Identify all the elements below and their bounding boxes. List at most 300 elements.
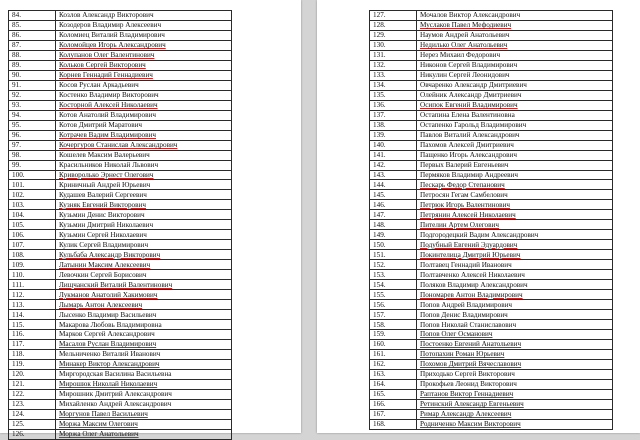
person-name: [56, 330, 232, 340]
table-row: [9, 250, 232, 260]
row-number: 153.: [370, 270, 417, 280]
table-row: [370, 280, 613, 290]
row-number: 106.: [9, 230, 56, 240]
person-name-text: Моржа Максим Олегович: [59, 420, 138, 429]
person-name-text: Петрянин Алексей Николаевич: [420, 210, 516, 219]
person-name: [417, 60, 613, 70]
table-row: [370, 260, 613, 270]
row-number: 159.: [370, 330, 417, 340]
row-number: 123.: [9, 399, 56, 409]
person-name: [417, 290, 613, 300]
person-name-text: Кочергуров Станислав Александрович: [59, 141, 178, 150]
person-name-text: Петрюк Игорь Валентинович: [420, 200, 511, 209]
table-row: [9, 100, 232, 110]
person-name-text: Пономарев Антон Владимирович: [420, 290, 523, 299]
person-name: [417, 170, 613, 180]
names-table-right-body: [370, 11, 613, 430]
person-name: [56, 270, 232, 280]
table-row: [370, 30, 613, 40]
table-row: [370, 170, 613, 180]
person-name: [56, 320, 232, 330]
row-number: 168.: [370, 419, 417, 429]
person-name-text: Муслаков Павел Мефодиевич: [420, 21, 512, 30]
person-name: [56, 80, 232, 90]
person-name: [417, 409, 613, 419]
row-number: 86.: [9, 30, 56, 40]
person-name: [56, 190, 232, 200]
table-row: [9, 60, 232, 70]
row-number: 99.: [9, 160, 56, 170]
row-number: 115.: [9, 320, 56, 330]
table-row: [370, 320, 613, 330]
row-number: 90.: [9, 70, 56, 80]
table-row: [370, 250, 613, 260]
person-name: [56, 409, 232, 419]
person-name: [417, 399, 613, 409]
person-name: [56, 40, 232, 50]
person-name: [417, 220, 613, 230]
row-number: 101.: [9, 180, 56, 190]
person-name-text: Павлов Виталий Александрович: [420, 131, 520, 140]
person-name-text: Похомов Дмитрий Вячеславович: [420, 360, 522, 369]
person-name: [417, 130, 613, 140]
person-name-text: Мирошник Дмитрий Александрович: [59, 390, 172, 399]
person-name-text: Макарова Любовь Владимировна: [59, 320, 162, 329]
row-number: 128.: [370, 20, 417, 30]
row-number: 165.: [370, 389, 417, 399]
row-number: 111.: [9, 280, 56, 290]
person-name-text: Поляков Владимир Александрович: [420, 280, 528, 289]
row-number: 124.: [9, 409, 56, 419]
person-name-text: Овчаренко Александр Дмитриевич: [420, 81, 527, 90]
person-name: [56, 180, 232, 190]
person-name-text: Левочкин Сергей Борисович: [59, 270, 147, 279]
table-row: [9, 130, 232, 140]
person-name-text: Попов Олег Османович: [420, 330, 493, 339]
person-name: [417, 180, 613, 190]
table-row: [9, 369, 232, 379]
row-number: 122.: [9, 389, 56, 399]
table-row: [9, 90, 232, 100]
person-name: [417, 389, 613, 399]
person-name: [56, 20, 232, 30]
row-number: 154.: [370, 280, 417, 290]
person-name-text: Косов Руслан Аркадьевич: [59, 81, 139, 90]
person-name: [56, 389, 232, 399]
row-number: 161.: [370, 349, 417, 359]
table-row: [370, 90, 613, 100]
person-name: [417, 30, 613, 40]
table-row: [370, 389, 613, 399]
person-name: [56, 11, 232, 21]
person-name-text: Лымарь Антон Алексеевич: [59, 300, 143, 309]
person-name-text: Полтавченко Алексей Николаевич: [420, 270, 525, 279]
row-number: 108.: [9, 250, 56, 260]
table-row: [9, 70, 232, 80]
table-row: [9, 320, 232, 330]
row-number: 162.: [370, 359, 417, 369]
table-row: [370, 40, 613, 50]
row-number: 136.: [370, 100, 417, 110]
person-name-text: Родниченко Максим Викторович: [420, 420, 521, 429]
person-name-text: Красильников Николай Львович: [59, 161, 159, 170]
person-name-text: Котов Анатолий Владимирович: [59, 111, 156, 120]
table-row: [370, 70, 613, 80]
row-number: 143.: [370, 170, 417, 180]
person-name: [56, 429, 232, 439]
person-name-text: Лукманов Анатолий Хакимович: [59, 290, 158, 299]
person-name: [417, 50, 613, 60]
person-name: [56, 220, 232, 230]
table-row: [9, 180, 232, 190]
person-name-text: Попов Денис Владимирович: [420, 310, 508, 319]
person-name: [417, 330, 613, 340]
person-name: [417, 339, 613, 349]
person-name: [56, 160, 232, 170]
table-row: [9, 429, 232, 439]
person-name-text: Криничный Андрей Юрьевич: [59, 180, 151, 189]
row-number: 142.: [370, 160, 417, 170]
person-name: [417, 419, 613, 429]
table-row: [9, 419, 232, 429]
person-name-text: Пахомов Алексей Дмитриевич: [420, 141, 514, 150]
person-name-text: Попов Андрей Владимирович: [420, 300, 513, 309]
table-row: [370, 150, 613, 160]
row-number: 167.: [370, 409, 417, 419]
person-name-text: Лищчанский Виталий Валентинович: [59, 280, 173, 289]
person-name: [56, 419, 232, 429]
row-number: 155.: [370, 290, 417, 300]
person-name: [56, 310, 232, 320]
row-number: 92.: [9, 90, 56, 100]
row-number: 139.: [370, 130, 417, 140]
person-name-text: Пескарь Федор Степанович: [420, 180, 505, 189]
person-name-text: Кульбаба Александр Викторович: [59, 250, 161, 259]
person-name: [417, 349, 613, 359]
row-number: 94.: [9, 110, 56, 120]
names-table-left: [8, 10, 232, 440]
person-name: [56, 130, 232, 140]
table-row: [370, 359, 613, 369]
table-row: [9, 50, 232, 60]
table-row: [370, 349, 613, 359]
table-row: [9, 379, 232, 389]
row-number: 104.: [9, 210, 56, 220]
person-name: [417, 359, 613, 369]
person-name-text: Коломиец Виталий Владимирович: [59, 31, 165, 40]
row-number: 114.: [9, 310, 56, 320]
table-row: [9, 150, 232, 160]
person-name-text: Постоенко Евгений Анатольевич: [420, 340, 522, 349]
row-number: 96.: [9, 130, 56, 140]
row-number: 98.: [9, 150, 56, 160]
table-row: [9, 290, 232, 300]
row-number: 112.: [9, 290, 56, 300]
row-number: 135.: [370, 90, 417, 100]
row-number: 87.: [9, 40, 56, 50]
person-name-text: Колупанов Олег Валентинович: [59, 51, 155, 60]
row-number: 113.: [9, 300, 56, 310]
row-number: 116.: [9, 330, 56, 340]
person-name-text: Недилько Олег Анатольевич: [420, 41, 508, 50]
table-row: [370, 339, 613, 349]
person-name: [417, 240, 613, 250]
table-row: [9, 270, 232, 280]
table-row: [9, 389, 232, 399]
person-name-text: Подубный Евгений Эдуардович: [420, 240, 518, 249]
table-row: [370, 330, 613, 340]
person-name-text: Покинтелица Дмитрий Юрьевич: [420, 250, 521, 259]
person-name: [56, 30, 232, 40]
person-name: [56, 240, 232, 250]
person-name: [56, 230, 232, 240]
person-name: [417, 80, 613, 90]
row-number: 138.: [370, 120, 417, 130]
person-name: [417, 230, 613, 240]
person-name-text: Петросян Гегам Самбелович: [420, 190, 508, 199]
table-row: [9, 240, 232, 250]
person-name-text: Кузьмин Денис Викторович: [59, 210, 145, 219]
table-row: [370, 180, 613, 190]
person-name-text: Лысенко Владимир Васильевич: [59, 310, 157, 319]
person-name-text: Кольков Сергей Викторович: [59, 61, 146, 70]
person-name: [417, 200, 613, 210]
person-name: [56, 399, 232, 409]
table-row: [370, 369, 613, 379]
table-row: [9, 330, 232, 340]
row-number: 137.: [370, 110, 417, 120]
person-name-text: Моржа Олег Анатольевич: [59, 430, 139, 439]
table-row: [370, 409, 613, 419]
table-row: [370, 130, 613, 140]
person-name: [417, 120, 613, 130]
row-number: 148.: [370, 220, 417, 230]
person-name-text: Осипок Евгений Владимирович: [420, 101, 518, 110]
row-number: 156.: [370, 300, 417, 310]
row-number: 151.: [370, 250, 417, 260]
table-row: [370, 310, 613, 320]
table-row: [9, 11, 232, 21]
row-number: 132.: [370, 60, 417, 70]
person-name-text: Марков Сергей Александрович: [59, 330, 155, 339]
person-name: [56, 100, 232, 110]
person-name-text: Котрачев Вадим Владимирович: [59, 131, 156, 140]
person-name-text: Миргородская Василина Васильевна: [59, 370, 172, 379]
person-name-text: Пермяков Владимир Андреевич: [420, 170, 519, 179]
person-name-text: Потопахин Роман Юрьевич: [420, 350, 505, 359]
person-name: [417, 379, 613, 389]
person-name: [417, 40, 613, 50]
table-row: [9, 210, 232, 220]
table-row: [9, 300, 232, 310]
person-name-text: Корнев Геннадий Геннадиевич: [59, 71, 153, 80]
person-name-text: Котов Дмитрий Маратович: [59, 121, 143, 130]
person-name: [56, 120, 232, 130]
row-number: 141.: [370, 150, 417, 160]
table-row: [370, 11, 613, 21]
row-number: 121.: [9, 379, 56, 389]
row-number: 100.: [9, 170, 56, 180]
person-name: [56, 260, 232, 270]
table-row: [9, 120, 232, 130]
person-name-text: Козлов Александр Викторович: [59, 11, 154, 20]
table-row: [370, 20, 613, 30]
person-name: [56, 379, 232, 389]
person-name-text: Никонов Сергей Владимирович: [420, 61, 518, 70]
person-name-text: Моргунов Павел Васильевич: [59, 410, 148, 419]
person-name: [417, 100, 613, 110]
row-number: 117.: [9, 339, 56, 349]
person-name: [56, 90, 232, 100]
person-name-text: Латынин Максим Алексеевич: [59, 260, 151, 269]
person-name-text: Пащенко Игорь Александрович: [420, 151, 517, 160]
table-row: [370, 190, 613, 200]
row-number: 149.: [370, 230, 417, 240]
person-name-text: Остапенко Гарольд Владимирович: [420, 121, 527, 130]
row-number: 118.: [9, 349, 56, 359]
table-row: [9, 220, 232, 230]
row-number: 125.: [9, 419, 56, 429]
table-row: [370, 419, 613, 429]
person-name: [56, 339, 232, 349]
person-name: [56, 359, 232, 369]
table-row: [370, 200, 613, 210]
person-name-text: Мочалов Виктор Александрович: [420, 11, 521, 20]
person-name: [56, 369, 232, 379]
person-name-text: Косторной Алексей Николаевич: [59, 101, 158, 110]
person-name-text: Коломойцев Игорь Александрович: [59, 41, 166, 50]
table-row: [370, 379, 613, 389]
person-name: [56, 280, 232, 290]
row-number: 164.: [370, 379, 417, 389]
row-number: 103.: [9, 200, 56, 210]
table-row: [9, 310, 232, 320]
table-row: [370, 160, 613, 170]
table-row: [370, 300, 613, 310]
row-number: 130.: [370, 40, 417, 50]
person-name: [417, 160, 613, 170]
person-name: [417, 320, 613, 330]
row-number: 163.: [370, 369, 417, 379]
document-page-left: [0, 0, 301, 439]
person-name-text: Мирошюк Николай Николаевич: [59, 380, 158, 389]
person-name-text: Костенко Владимир Викторович: [59, 91, 159, 100]
person-name-text: Прокофьев Леонид Викторович: [420, 380, 517, 389]
table-row: [9, 230, 232, 240]
table-row: [9, 260, 232, 270]
person-name: [56, 349, 232, 359]
person-name: [56, 200, 232, 210]
table-row: [9, 170, 232, 180]
row-number: 134.: [370, 80, 417, 90]
person-name-text: Криворолько Эрнест Олегович: [59, 170, 154, 179]
table-row: [9, 339, 232, 349]
row-number: 129.: [370, 30, 417, 40]
person-name-text: Козодеров Владимир Алексеевич: [59, 21, 162, 30]
row-number: 85.: [9, 20, 56, 30]
table-row: [370, 210, 613, 220]
person-name: [417, 20, 613, 30]
person-name: [417, 270, 613, 280]
names-table-right: [369, 10, 613, 430]
row-number: 84.: [9, 11, 56, 21]
row-number: 88.: [9, 50, 56, 60]
person-name-text: Остапина Елена Валентиновна: [420, 111, 515, 120]
person-name-text: Попов Николай Станиславович: [420, 320, 517, 329]
person-name-text: Кудашев Валерий Сергеевич: [59, 190, 147, 199]
row-number: 91.: [9, 80, 56, 90]
row-number: 119.: [9, 359, 56, 369]
person-name-text: Кузьмин Дмитрий Николаевич: [59, 220, 154, 229]
row-number: 89.: [9, 60, 56, 70]
person-name: [417, 280, 613, 290]
person-name-text: Кузняк Евгений Викторович: [59, 200, 147, 209]
table-row: [9, 30, 232, 40]
table-row: [9, 140, 232, 150]
person-name: [417, 260, 613, 270]
person-name: [56, 210, 232, 220]
person-name-text: Олейник Александр Дмитриевич: [420, 91, 522, 100]
person-name: [417, 369, 613, 379]
row-number: 158.: [370, 320, 417, 330]
table-row: [9, 110, 232, 120]
table-row: [370, 270, 613, 280]
person-name: [56, 110, 232, 120]
person-name-text: Минакер Виктор Александрович: [59, 360, 160, 369]
person-name: [417, 11, 613, 21]
names-table-left-body: [9, 11, 232, 440]
table-row: [370, 399, 613, 409]
person-name: [417, 250, 613, 260]
person-name: [56, 60, 232, 70]
person-name-text: Нерез Михаил Федорович: [420, 51, 501, 60]
person-name: [417, 310, 613, 320]
row-number: 160.: [370, 339, 417, 349]
row-number: 166.: [370, 399, 417, 409]
person-name-text: Никулин Сергей Леонидович: [420, 71, 510, 80]
person-name-text: Кулик Сергей Владимирович: [59, 240, 149, 249]
person-name: [56, 250, 232, 260]
person-name-text: Кузьмин Сергей Николаевич: [59, 230, 147, 239]
document-page-right: [317, 0, 640, 433]
person-name: [417, 150, 613, 160]
table-row: [9, 200, 232, 210]
row-number: 131.: [370, 50, 417, 60]
table-row: [9, 349, 232, 359]
row-number: 97.: [9, 140, 56, 150]
table-row: [9, 399, 232, 409]
person-name-text: Мельниченко Виталий Иванович: [59, 350, 161, 359]
row-number: 150.: [370, 240, 417, 250]
row-number: 146.: [370, 200, 417, 210]
row-number: 109.: [9, 260, 56, 270]
table-row: [9, 20, 232, 30]
table-row: [370, 60, 613, 70]
person-name: [417, 210, 613, 220]
row-number: 105.: [9, 220, 56, 230]
person-name: [417, 70, 613, 80]
table-row: [370, 50, 613, 60]
person-name: [417, 90, 613, 100]
person-name: [417, 190, 613, 200]
table-row: [9, 190, 232, 200]
person-name-text: Ретинский Александр Евгеньевич: [420, 400, 524, 409]
person-name: [56, 50, 232, 60]
table-row: [9, 40, 232, 50]
row-number: 157.: [370, 310, 417, 320]
row-number: 147.: [370, 210, 417, 220]
row-number: 120.: [9, 369, 56, 379]
